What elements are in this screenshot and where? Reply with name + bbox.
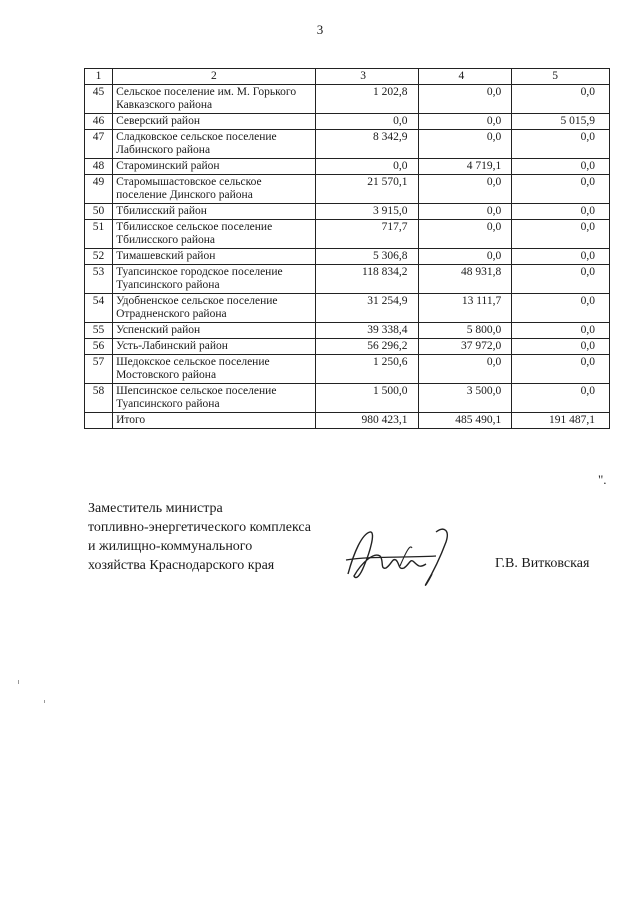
header-col-1: 1 bbox=[85, 69, 113, 85]
row-col-5: 0,0 bbox=[512, 85, 610, 114]
row-name: Успенский район bbox=[113, 323, 316, 339]
row-col-3: 0,0 bbox=[315, 114, 418, 130]
row-name: Старомышастовское сельское поселение Динского района bbox=[113, 175, 316, 204]
row-col-5: 191 487,1 bbox=[512, 413, 610, 429]
row-col-5: 0,0 bbox=[512, 265, 610, 294]
row-name: Тбилисское сельское поселение Тбилисского района bbox=[113, 220, 316, 249]
row-col-4: 0,0 bbox=[418, 175, 512, 204]
row-number: 50 bbox=[85, 204, 113, 220]
signatory-title-line-3: и жилищно-коммунального bbox=[88, 539, 253, 554]
row-col-3: 118 834,2 bbox=[315, 265, 418, 294]
row-number: 54 bbox=[85, 294, 113, 323]
row-number: 45 bbox=[85, 85, 113, 114]
table-row bbox=[85, 265, 610, 294]
row-name: Тбилисский район bbox=[113, 204, 316, 220]
row-col-4: 48 931,8 bbox=[418, 265, 512, 294]
row-col-3: 5 306,8 bbox=[315, 249, 418, 265]
header-col-4: 4 bbox=[418, 69, 512, 85]
row-col-3: 39 338,4 bbox=[315, 323, 418, 339]
row-col-5: 0,0 bbox=[512, 175, 610, 204]
row-col-4: 0,0 bbox=[418, 204, 512, 220]
row-number: 48 bbox=[85, 159, 113, 175]
row-name: Итого bbox=[113, 413, 316, 429]
row-col-3: 0,0 bbox=[315, 159, 418, 175]
row-number: 47 bbox=[85, 130, 113, 159]
row-name: Усть-Лабинский район bbox=[113, 339, 316, 355]
row-col-3: 21 570,1 bbox=[315, 175, 418, 204]
row-number: 51 bbox=[85, 220, 113, 249]
row-col-5: 5 015,9 bbox=[512, 114, 610, 130]
row-col-5: 0,0 bbox=[512, 130, 610, 159]
table-row bbox=[85, 384, 610, 413]
row-name: Шепсинское сельское поселение Туапсинского района bbox=[113, 384, 316, 413]
table-row bbox=[85, 220, 610, 249]
row-col-4: 5 800,0 bbox=[418, 323, 512, 339]
row-col-3: 717,7 bbox=[315, 220, 418, 249]
row-col-4: 37 972,0 bbox=[418, 339, 512, 355]
row-col-5: 0,0 bbox=[512, 355, 610, 384]
row-col-5: 0,0 bbox=[512, 294, 610, 323]
row-number: 57 bbox=[85, 355, 113, 384]
row-col-4: 485 490,1 bbox=[418, 413, 512, 429]
closing-quote: ". bbox=[598, 472, 607, 487]
table-row bbox=[85, 159, 610, 175]
row-number: 55 bbox=[85, 323, 113, 339]
table-row bbox=[85, 114, 610, 130]
header-col-3: 3 bbox=[315, 69, 418, 85]
row-number bbox=[85, 413, 113, 429]
row-col-5: 0,0 bbox=[512, 220, 610, 249]
signatory-title-line-1: Заместитель министра bbox=[88, 501, 223, 516]
row-name: Шедокское сельское поселение Мостовского района bbox=[113, 355, 316, 384]
table-row bbox=[85, 204, 610, 220]
row-col-3: 1 202,8 bbox=[315, 85, 418, 114]
row-name: Староминский район bbox=[113, 159, 316, 175]
row-col-4: 0,0 bbox=[418, 220, 512, 249]
table-row bbox=[85, 249, 610, 265]
row-col-3: 8 342,9 bbox=[315, 130, 418, 159]
row-col-5: 0,0 bbox=[512, 204, 610, 220]
row-col-3: 1 500,0 bbox=[315, 384, 418, 413]
scan-speck bbox=[44, 700, 45, 703]
row-col-3: 3 915,0 bbox=[315, 204, 418, 220]
row-name: Северский район bbox=[113, 114, 316, 130]
table-row bbox=[85, 339, 610, 355]
row-col-4: 0,0 bbox=[418, 355, 512, 384]
row-col-4: 13 111,7 bbox=[418, 294, 512, 323]
row-col-3: 31 254,9 bbox=[315, 294, 418, 323]
table-header-row bbox=[85, 69, 610, 85]
scan-speck bbox=[18, 680, 19, 684]
signatory-title-line-4: хозяйства Краснодарского края bbox=[88, 558, 275, 573]
row-col-5: 0,0 bbox=[512, 159, 610, 175]
row-name: Туапсинское городское поселение Туапсинского района bbox=[113, 265, 316, 294]
row-col-3: 56 296,2 bbox=[315, 339, 418, 355]
page-number: 3 bbox=[316, 22, 324, 37]
table-total-row bbox=[85, 413, 610, 429]
table-body bbox=[85, 69, 610, 429]
row-col-5: 0,0 bbox=[512, 249, 610, 265]
row-col-5: 0,0 bbox=[512, 384, 610, 413]
signer-name: Г.В. Витковская bbox=[495, 556, 590, 571]
row-col-4: 0,0 bbox=[418, 130, 512, 159]
table-row bbox=[85, 355, 610, 384]
header-col-2: 2 bbox=[113, 69, 316, 85]
handwritten-signature bbox=[340, 522, 470, 592]
signatory-title-line-2: топливно-энергетического комплекса bbox=[88, 520, 311, 535]
row-col-4: 0,0 bbox=[418, 85, 512, 114]
row-name: Удобненское сельское поселение Отрадненского района bbox=[113, 294, 316, 323]
row-name: Сельское поселение им. М. Горького Кавказского района bbox=[113, 85, 316, 114]
table-row bbox=[85, 294, 610, 323]
row-number: 53 bbox=[85, 265, 113, 294]
row-col-5: 0,0 bbox=[512, 339, 610, 355]
table-row bbox=[85, 323, 610, 339]
signature-block bbox=[88, 499, 311, 575]
row-col-4: 4 719,1 bbox=[418, 159, 512, 175]
row-number: 58 bbox=[85, 384, 113, 413]
table-row bbox=[85, 175, 610, 204]
row-col-3: 1 250,6 bbox=[315, 355, 418, 384]
row-col-5: 0,0 bbox=[512, 323, 610, 339]
table-row bbox=[85, 85, 610, 114]
row-col-4: 3 500,0 bbox=[418, 384, 512, 413]
row-col-3: 980 423,1 bbox=[315, 413, 418, 429]
table-row bbox=[85, 130, 610, 159]
budget-table bbox=[84, 68, 610, 429]
row-col-4: 0,0 bbox=[418, 114, 512, 130]
row-name: Тимашевский район bbox=[113, 249, 316, 265]
row-number: 56 bbox=[85, 339, 113, 355]
row-name: Сладковское сельское поселение Лабинского района bbox=[113, 130, 316, 159]
header-col-5: 5 bbox=[512, 69, 610, 85]
row-number: 46 bbox=[85, 114, 113, 130]
row-number: 49 bbox=[85, 175, 113, 204]
row-number: 52 bbox=[85, 249, 113, 265]
row-col-4: 0,0 bbox=[418, 249, 512, 265]
